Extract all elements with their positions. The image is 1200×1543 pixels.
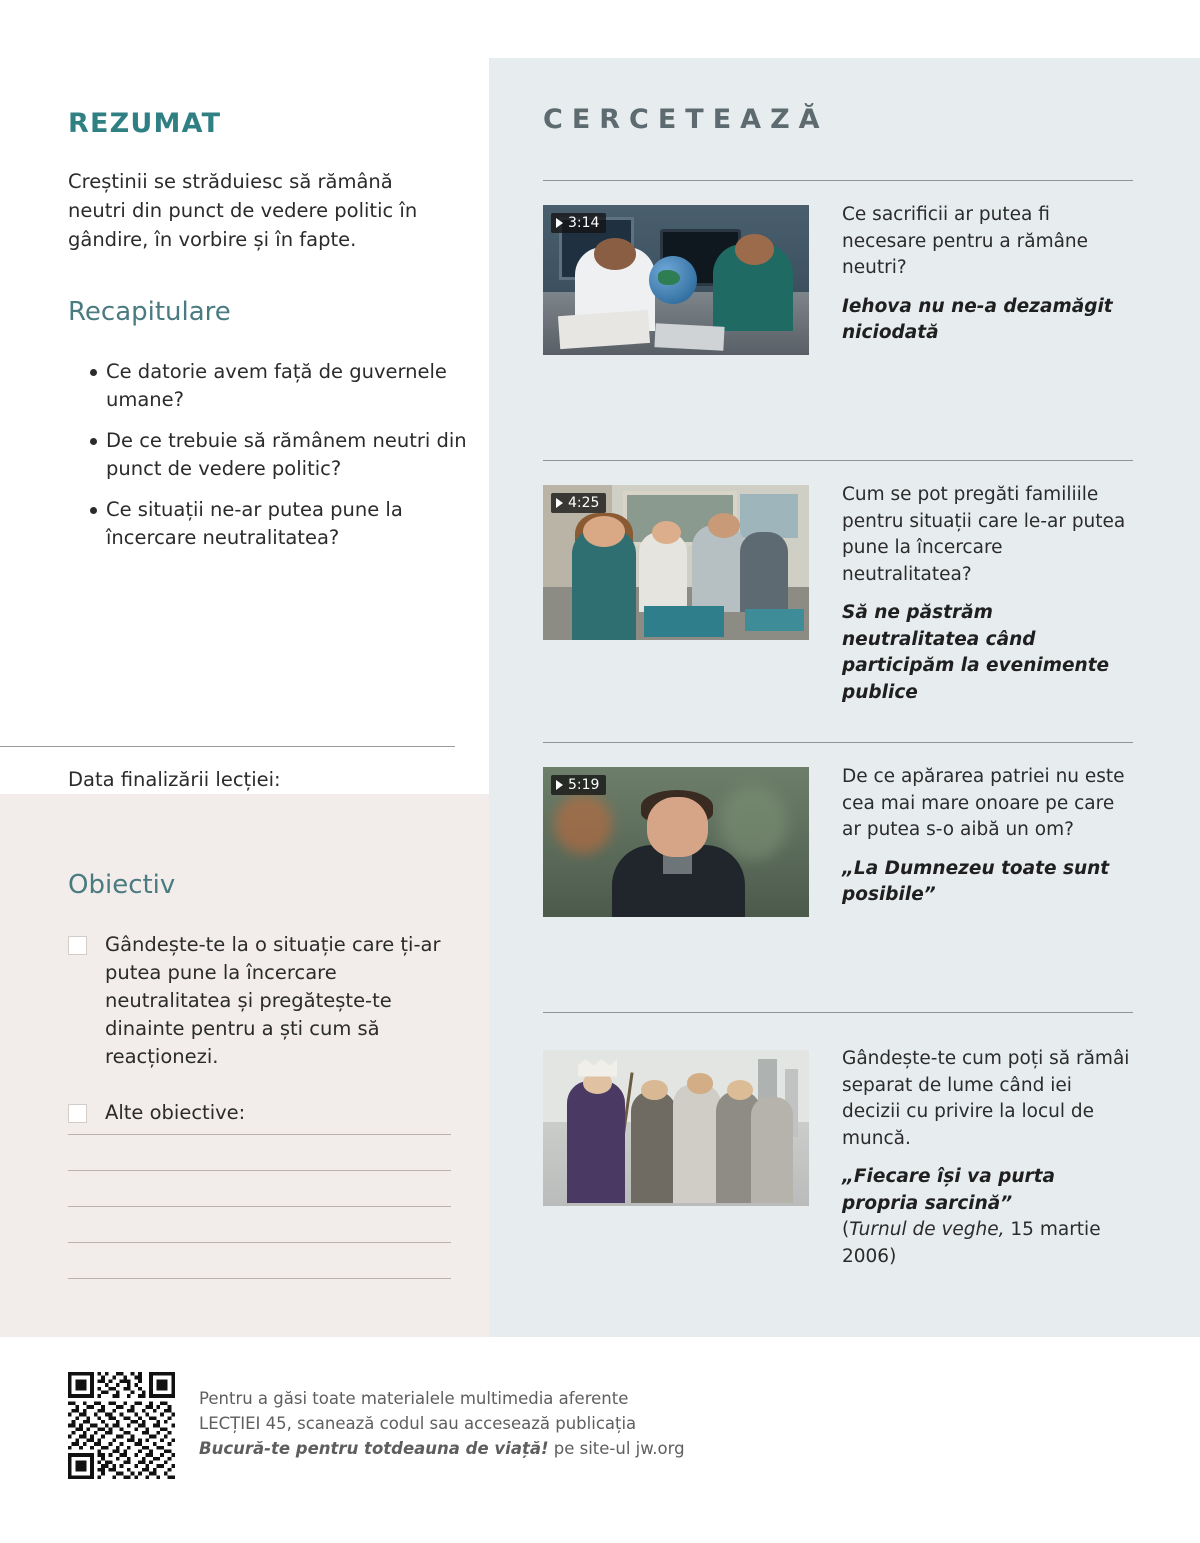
list-item: De ce trebuie să rămânem neutri din punct de vedere politic? [68,427,468,483]
entry-question: Cum se pot pregăti familiile pentru situații care le-ar putea pune la încercare neutralitatea? [842,484,1126,585]
footer-line-3-rest: pe site-ul jw.org [548,1439,685,1458]
qr-code-image [68,1372,175,1479]
footer-line-1: Pentru a găsi toate materialele multimedia aferente [199,1389,629,1408]
play-icon [556,780,563,790]
entry-question: Gândește-te cum poți să rămâi separat de lume când iei decizii cu privire la locul de muncă. [842,1048,1130,1149]
objective-heading: Obiectiv [68,870,176,900]
entry-reference[interactable]: „La Dumnezeu toate sunt posibile” [842,857,1110,905]
entry-text-2 [842,482,1134,706]
checkbox-icon[interactable] [68,1104,87,1123]
entry-question: Ce sacrificii ar putea fi necesare pentru a rămâne neutri? [842,204,1089,278]
video-duration-badge [551,213,606,233]
list-item: Ce datorie avem față de guvernele umane? [68,358,468,414]
checkbox-icon[interactable] [68,936,87,955]
entry-text-3 [842,764,1134,909]
divider [0,746,455,747]
footer-note [199,1386,819,1461]
divider [543,180,1133,181]
footer-line-2: LECȚIEI 45, scanează codul sau accesează publicația [199,1414,637,1433]
entry-question: De ce apărarea patriei nu este cea mai mare onoare pe care ar putea s-o aibă un om? [842,766,1125,840]
completion-date-label: Data finalizării lecției: [68,768,281,791]
divider [543,742,1133,743]
list-item: Ce situații ne-ar putea pune la încercare neutralitatea? [68,496,468,552]
video-duration: 5:19 [568,777,600,793]
research-heading: CERCETEAZĂ [543,104,829,135]
divider [543,460,1133,461]
entry-text-1 [842,202,1134,347]
objective-item-other[interactable] [68,1099,448,1127]
write-line[interactable] [68,1170,451,1171]
video-duration-badge [551,775,606,795]
recap-heading: Recapitulare [68,297,231,327]
objective-item-label: Alte obiective: [105,1101,246,1124]
video-thumbnail-2[interactable] [543,485,809,640]
video-thumbnail-3[interactable] [543,767,809,917]
video-thumbnail-1[interactable] [543,205,809,355]
entry-reference[interactable]: „Fiecare își va purta propria sarcină” [842,1166,1055,1214]
video-duration: 3:14 [568,215,600,231]
footer-publication-name: Bucură-te pentru totdeauna de viață! [199,1439,549,1458]
write-line[interactable] [68,1206,451,1207]
write-line[interactable] [68,1278,451,1279]
write-line[interactable] [68,1134,451,1135]
write-in-lines[interactable] [68,1134,451,1314]
thumbnail-art [543,1050,809,1206]
write-line[interactable] [68,1242,451,1243]
video-duration: 4:25 [568,495,600,511]
entry-reference[interactable]: Iehova nu ne-a dezamăgit niciodată [842,295,1113,343]
entry-text-4 [842,1046,1134,1270]
objective-list [68,931,448,1155]
divider [543,1012,1133,1013]
page-title: REZUMAT [68,108,222,139]
objective-item[interactable] [68,931,448,1071]
publication-name: Turnul de veghe, [849,1219,1005,1240]
recap-list [68,358,468,565]
video-duration-badge [551,493,606,513]
article-thumbnail-4[interactable] [543,1050,809,1206]
objective-item-label: Gândește-te la o situație care ți-ar putea pune la încercare neutralitatea și pregătește-te dinainte pentru a ști cum să reacționezi. [105,933,441,1068]
summary-text: Creștinii se străduiesc să rămână neutri din punct de vedere politic în gândire, în vorbire și în fapte. [68,170,418,251]
objective-box [0,794,489,1337]
entry-reference[interactable]: Să ne păstrăm neutralitatea când participăm la evenimente publice [842,602,1110,703]
play-icon [556,218,563,228]
publication-date: 15 martie 2006) [842,1219,1101,1267]
qr-code[interactable] [68,1372,175,1479]
play-icon [556,498,563,508]
entry-reference-source: (Turnul de veghe, 15 martie 2006) [842,1219,1101,1267]
